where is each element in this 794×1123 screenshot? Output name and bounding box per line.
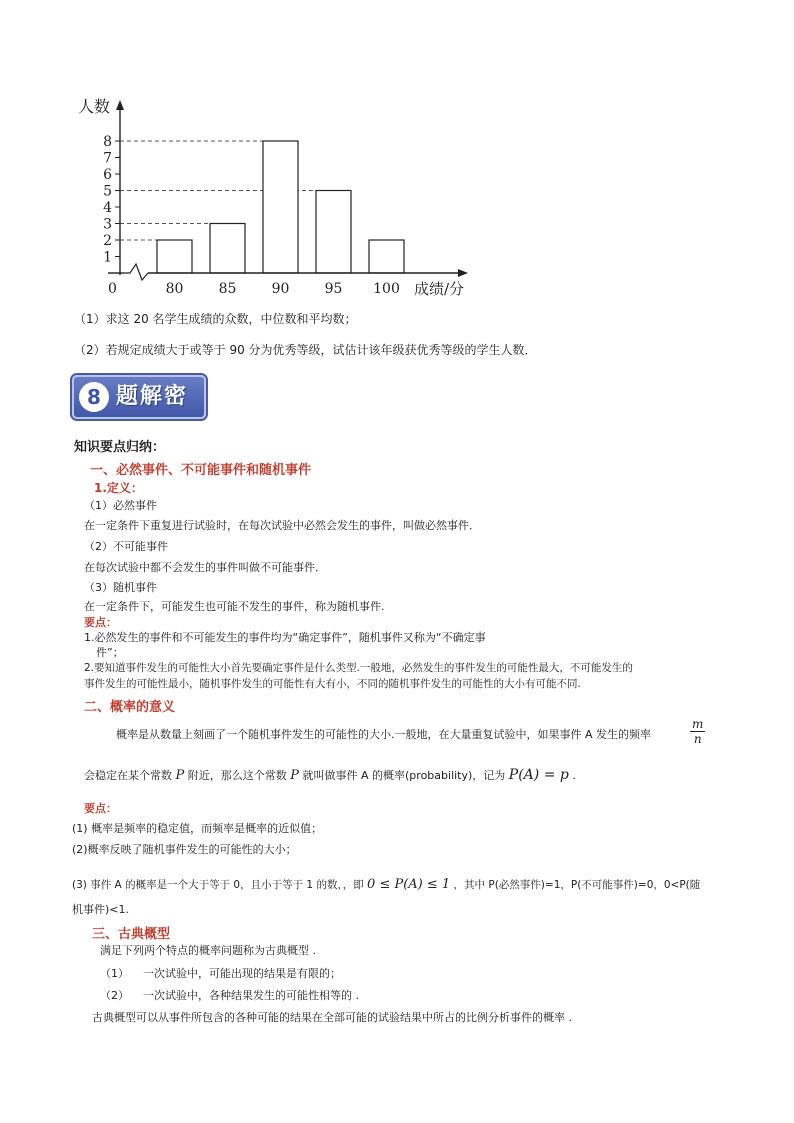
section2-title: 二、概率的意义: [84, 700, 176, 715]
section1-key-title: 要点：: [84, 616, 117, 629]
section3-outro: 古典概型可以从事件所包含的各种可能的结果在全部可能的试验结果中所占的比例分析事件的概率 .: [92, 1011, 572, 1024]
x-tick-label-100: 100: [373, 281, 400, 297]
constant-p-2: P: [290, 768, 299, 783]
y-tick-label-5: 5: [103, 183, 112, 200]
section1-item3-text: 在一定条件下，可能发生也可能不发生的事件，称为随机事件.: [84, 600, 385, 613]
bar-85: [210, 224, 245, 274]
probability-formula: P(A) = p: [508, 767, 569, 783]
x-tick-label-95: 95: [324, 281, 343, 297]
question-1: （1）求这 20 名学生成绩的众数，中位数和平均数；: [74, 312, 357, 326]
y-axis-label: 人数: [78, 97, 111, 116]
question-2: （2）若规定成绩大于或等于 90 分为优秀等级，试估计该年级获优秀等级的学生人数．: [74, 343, 537, 357]
section1-def-title: 1.定义：: [94, 481, 143, 495]
badge-number-icon: 8: [79, 382, 109, 412]
x-tick-label-85: 85: [218, 281, 237, 297]
section1-item2-text: 在每次试验中都不会发生的事件叫做不可能事件．: [84, 561, 326, 574]
summary-heading: 知识要点归纳：: [74, 440, 166, 455]
x-axis-arrow-icon: [458, 269, 468, 277]
y-tick-label-1: 1: [103, 249, 112, 266]
period: .: [572, 769, 576, 782]
y-tick-label-2: 2: [103, 233, 112, 249]
section2-key-title: 要点：: [84, 802, 117, 815]
bar-90: [263, 141, 298, 273]
section1-item2-label: （2）不可能事件: [84, 540, 168, 553]
bar-80: [157, 240, 192, 273]
section3-item1: 一次试验中，可能出现的结果是有限的；: [143, 967, 341, 980]
section3-item2: 一次试验中，各种结果发生的可能性相等的 .: [143, 989, 359, 1002]
section1-item3-label: （3）随机事件: [84, 581, 157, 594]
para-line2-start: 会稳定在某个常数: [84, 769, 172, 782]
section1-key1-line1: 1.必然发生的事件和不可能发生的事件均为“确定事件”，随机事件又称为“不确定事: [84, 631, 486, 644]
section1-item1-label: （1）必然事件: [84, 499, 157, 512]
section1-item1-text: 在一定条件下重复进行试验时，在每次试验中必然会发生的事件，叫做必然事件．: [84, 519, 480, 532]
section3-title: 三、古典概型: [92, 927, 171, 942]
section2-key1: (1) 概率是频率的稳定值，而频率是概率的近似值；: [72, 822, 323, 835]
section1-key1-line2: 件”；: [96, 646, 124, 659]
bar-95: [316, 191, 351, 274]
fraction-denominator: n: [693, 732, 702, 746]
x-tick-label-80: 80: [165, 281, 184, 297]
fraction-numerator: m: [692, 717, 704, 731]
section3-item1-num: （1）: [100, 967, 129, 980]
section1-key2-line2: 事件发生的可能性最小，随机事件发生的可能性有大有小，不同的随机事件发生的可能性的大小有可能不同.: [84, 678, 581, 690]
section2-key3: [72, 877, 700, 893]
para-line2-end: 就叫做事件 A 的概率(probability)，记为: [302, 769, 506, 782]
axis-break-icon: [124, 264, 148, 280]
section2-key3-line2: 机事件)<1.: [72, 903, 130, 916]
chart-svg: [70, 90, 470, 305]
section2-para-line2: [84, 768, 576, 783]
section1-title: 一、必然事件、不可能事件和随机事件: [90, 463, 312, 478]
section3-item2-num: （2）: [100, 989, 129, 1002]
section-badge: [72, 375, 206, 419]
y-axis-arrow-icon: [116, 100, 124, 110]
bar-100: [369, 240, 404, 273]
constant-p: P: [175, 768, 185, 783]
section1-key2-line1: 2.要知道事件发生的可能性大小首先要确定事件是什么类型.一般地，必然发生的事件发生的可能性最大，不可能发生的: [84, 662, 633, 674]
x-tick-label-90: 90: [271, 281, 290, 297]
origin-label: 0: [108, 281, 117, 297]
x-axis-label: 成绩/分: [414, 280, 465, 298]
y-tick-label-3: 3: [103, 216, 112, 233]
y-tick-label-4: 4: [103, 200, 112, 216]
y-tick-label-8: 8: [103, 134, 112, 150]
frequency-fraction: [690, 717, 705, 746]
badge-title: 题解密: [116, 384, 189, 409]
y-tick-label-7: 7: [103, 150, 112, 167]
section2-key2: (2)概率反映了随机事件发生的可能性的大小；: [72, 843, 297, 856]
y-tick-label-6: 6: [103, 167, 112, 183]
key3-start: (3) 事件 A 的概率是一个大于等于 0，且小于等于 1 的数，，即: [72, 879, 364, 891]
key3-end: ，其中 P(必然事件)=1，P(不可能事件)=0，0<P(随: [453, 879, 701, 891]
key3-formula: 0 ≤ P(A) ≤ 1: [367, 877, 451, 892]
section3-intro: 满足下列两个特点的概率问题称为古典概型 .: [100, 944, 316, 957]
histogram-chart: [70, 90, 470, 305]
section2-para-line1: 概率是从数量上刻画了一个随机事件发生的可能性的大小.一般地，在大量重复试验中，如果事件 A 发生的频率: [116, 728, 652, 741]
para-line2-mid: 附近，那么这个常数: [187, 769, 287, 782]
